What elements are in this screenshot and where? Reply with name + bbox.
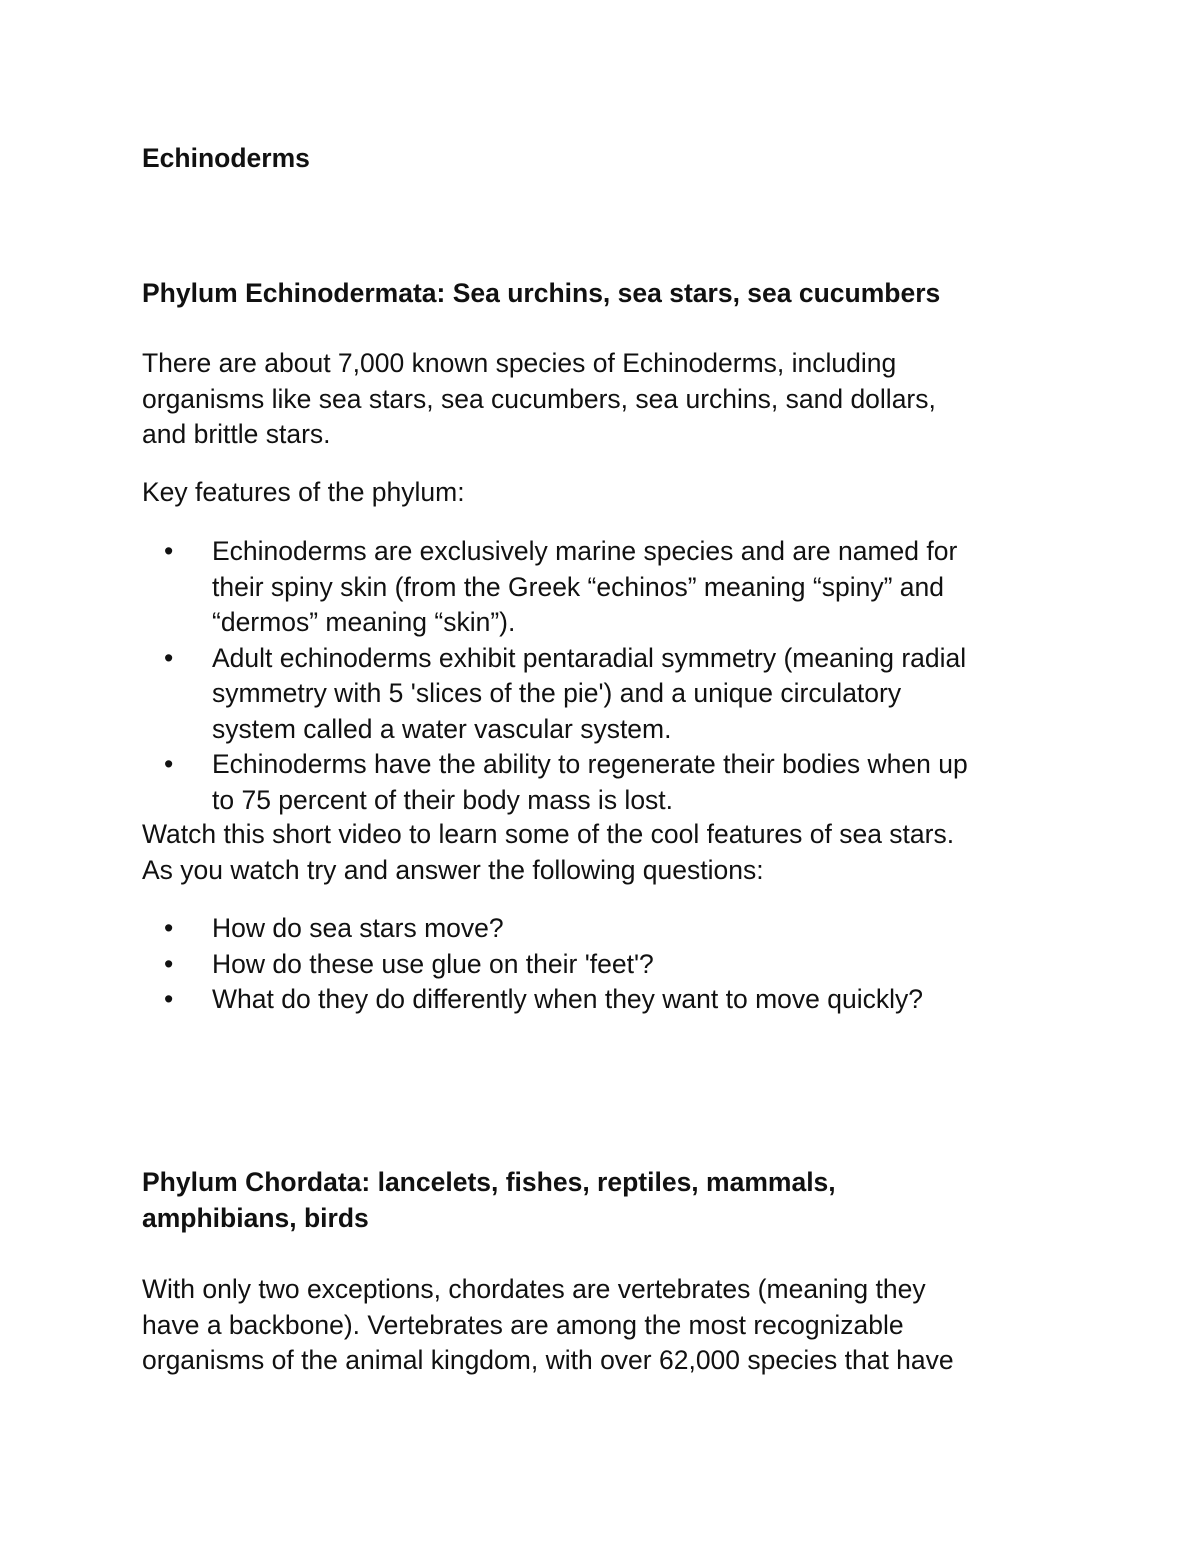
- text-line: How do these use glue on their 'feet'?: [212, 948, 654, 979]
- key-features-list: [142, 534, 1072, 818]
- text-line: Adult echinoderms exhibit pentaradial symmetry (meaning radial: [212, 642, 967, 673]
- echinodermata-heading: Phylum Echinodermata: Sea urchins, sea stars, sea cucumbers: [142, 278, 941, 308]
- list-item: [142, 534, 1072, 641]
- key-features-label: Key features of the phylum:: [142, 477, 465, 507]
- bullet-icon: •: [164, 913, 174, 943]
- text-line: How do sea stars move?: [212, 913, 504, 943]
- text-line: With only two exceptions, chordates are vertebrates (meaning they: [142, 1274, 926, 1304]
- list-item: [142, 911, 1072, 947]
- text-line: to 75 percent of their body mass is lost.: [212, 784, 674, 815]
- list-item: [142, 641, 1072, 748]
- text-line: Watch this short video to learn some of the cool features of sea stars.: [142, 819, 955, 849]
- text-line: symmetry with 5 'slices of the pie') and a unique circulatory: [212, 678, 902, 708]
- text-line: Echinoderms are exclusively marine species and are named for: [212, 536, 958, 566]
- video-instructions-paragraph: [142, 817, 1072, 888]
- document-title: Echinoderms: [142, 143, 310, 173]
- text-line: “dermos” meaning “skin”).: [212, 607, 516, 637]
- text-line: organisms of the animal kingdom, with over 62,000 species that have: [142, 1345, 954, 1375]
- text-line: What do they do differently when they want to move quickly?: [212, 984, 923, 1014]
- chordata-heading: [142, 1165, 1072, 1236]
- bullet-icon: •: [164, 749, 174, 779]
- text-line: amphibians, birds: [142, 1202, 369, 1233]
- text-line: As you watch try and answer the following questions:: [142, 854, 764, 885]
- text-line: Echinoderms have the ability to regenerate their bodies when up: [212, 749, 968, 779]
- text-line: and brittle stars.: [142, 419, 331, 449]
- bullet-icon: •: [164, 536, 174, 566]
- list-item: [142, 982, 1072, 1018]
- bullet-icon: •: [164, 642, 174, 673]
- text-line: organisms like sea stars, sea cucumbers, sea urchins, sand dollars,: [142, 383, 936, 414]
- echinodermata-intro-paragraph: [142, 346, 1072, 453]
- video-questions-list: [142, 911, 1072, 1018]
- text-line: There are about 7,000 known species of Echinoderms, including: [142, 348, 897, 378]
- bullet-icon: •: [164, 984, 174, 1014]
- bullet-icon: •: [164, 948, 174, 979]
- list-item: [142, 947, 1072, 983]
- list-item: [142, 747, 1072, 818]
- text-line: system called a water vascular system.: [212, 713, 672, 744]
- chordata-paragraph: [142, 1272, 1072, 1379]
- text-line: their spiny skin (from the Greek “echinos” meaning “spiny” and: [212, 571, 944, 602]
- text-line: have a backbone). Vertebrates are among the most recognizable: [142, 1309, 904, 1340]
- text-line: Phylum Chordata: lancelets, fishes, reptiles, mammals,: [142, 1167, 836, 1197]
